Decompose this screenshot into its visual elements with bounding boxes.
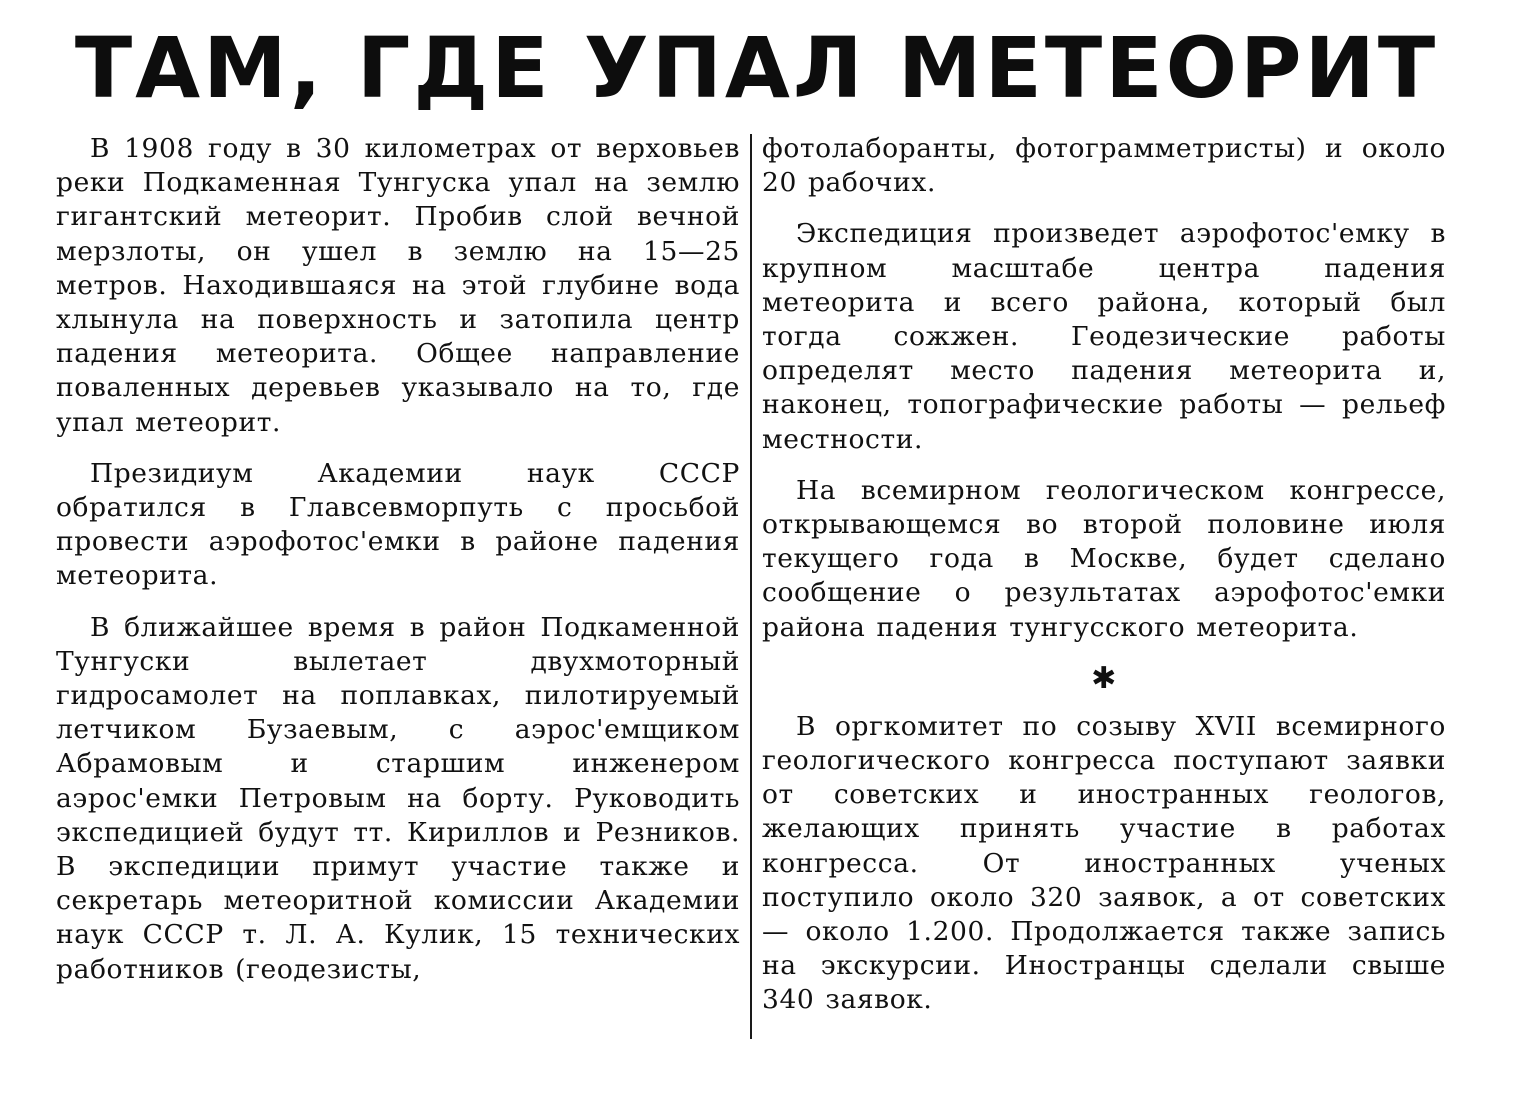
left-column — [56, 132, 740, 1004]
headline: ТАМ, ГДЕ УПАЛ МЕТЕОРИТ — [74, 19, 1439, 117]
paragraph: Президиум Академии наук СССР обратился в Главсевморпуть с просьбой провести аэрофотос'емки в районе падения метеорита. — [56, 457, 740, 592]
paragraph: В 1908 году в 30 километрах от верховьев реки Подкаменная Тунгуска упал на землю гигантский метеорит. Пробив слой вечной мерзлоты, он ушел в землю на 15—25 метров. Находившаяся на этой глубине вода хлынула на поверхность и затопила центр падения метеорита. Общее направление поваленных деревьев указывало на то, где упал метеорит. — [56, 133, 740, 438]
right-column — [762, 132, 1446, 1035]
paragraph: Экспедиция произведет аэрофотос'емку в крупном масштабе центра падения метеорита и всего района, который был тогда сожжен. Геодезические работы определят место падения метеорита и, наконец, топографические работы — рельеф местности. — [762, 218, 1446, 455]
paragraph: В оргкомитет по созыву XVII всемирного геологического конгресса поступают заявки от советских и иностранных геологов, желающих принять участие в работах конгресса. От иностранных ученых поступило около 320 заявок, а от советских — около 1.200. Продолжается также запись на экскурсии. Иностранцы сделали свыше 340 заявок. — [762, 710, 1446, 1016]
column-divider — [750, 134, 752, 1039]
paragraph: На всемирном геологическом конгрессе, открывающемся во второй половине июля текущего года в Москве, будет сделано сообщение о результатах аэрофотос'емки района падения тунгусского метеорита. — [762, 474, 1446, 643]
paragraph: В ближайшее время в район Подкаменной Тунгуски вылетает двухмоторный гидросамолет на поплавках, пилотируемый летчиком Бузаевым, с аэрос'емщиком Абрамовым и старшим инженером аэрос'емки Петровым на борту. Руководить экспедицией будут тт. Кириллов и Резников. В экспедиции примут участие также и секретарь метеоритной комиссии Академии наук СССР т. Л. А. Кулик, 15 технических работников (геодезисты, — [56, 611, 740, 985]
star-separator-icon: ✱ — [1091, 660, 1117, 696]
paragraph-continuation: фотолаборанты, фотограмметристы) и около 20 рабочих. — [762, 133, 1446, 199]
